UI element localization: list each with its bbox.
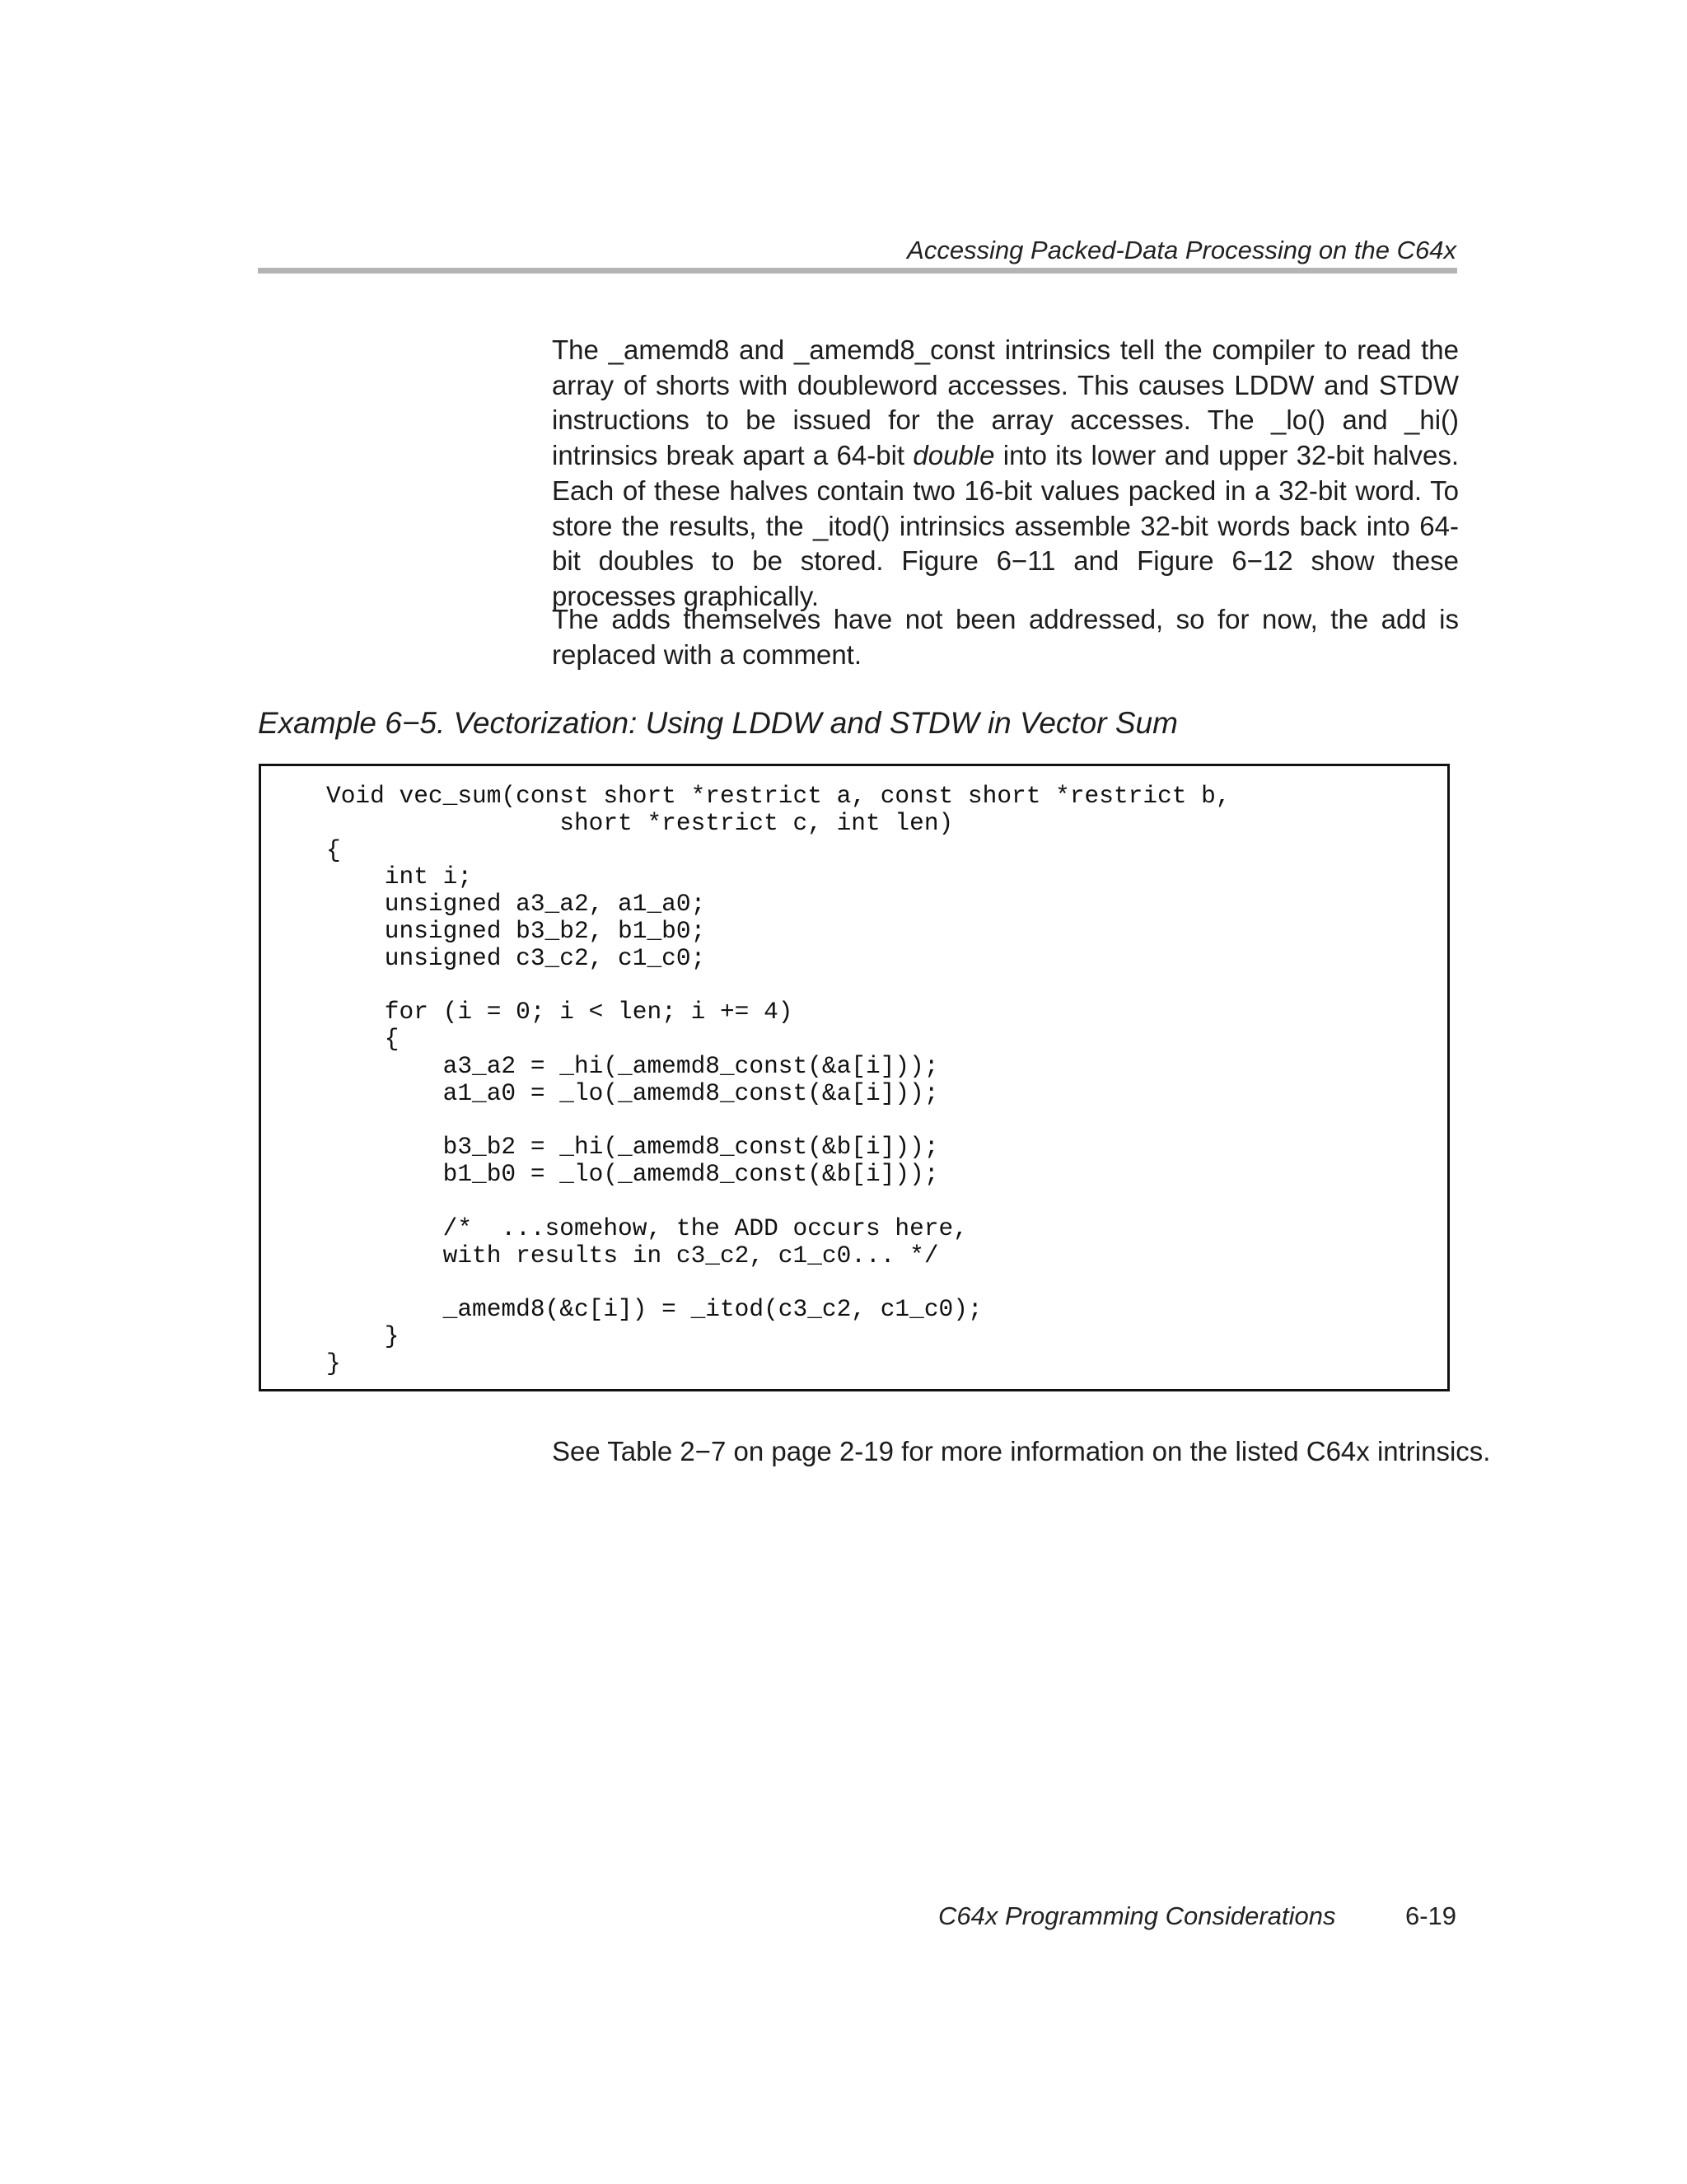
header-rule	[258, 268, 1457, 274]
intro-paragraph-text-1: The _amemd8 and _amemd8_const intrinsics tell the compiler to read the array of shorts with doubleword accesses. This causes LDDW and STDW instructions to be issued for the array accesses. The _lo() and _hi() intrinsics break apart a 64-bit	[552, 334, 1459, 471]
adds-paragraph: The adds themselves have not been addressed, so for now, the add is replaced with a comment.	[552, 604, 1459, 670]
footer-chapter-title: C64x Programming Considerations	[938, 1901, 1336, 1930]
intro-paragraph-emphasis: double	[913, 440, 995, 471]
see-also-paragraph: See Table 2−7 on page 2-19 for more information on the listed C64x intrinsics.	[552, 1436, 1491, 1466]
code-listing: Void vec_sum(const short *restrict a, const short *restrict b, short *restrict c, int len) { int i; unsigned a3_a2, a1_a0; unsigned b3_b2, b1_b0; unsigned c3_c2, c1_c0; for (i = 0; i < len; i += 4) { a3_a2 = _hi(_amemd8_const(&a[i])); a1_a0 = _lo(_amemd8_const(&a[i])); b3_b2 = _hi(_amemd8_const(&b[i])); b1_b0 = _lo(_amemd8_const(&b[i])); /* ...somehow, the ADD occurs here, with results in c3_c2, c1_c0... */ _amemd8(&c[i]) = _itod(c3_c2, c1_c0); } }	[326, 782, 1231, 1377]
page-number: 6-19	[1404, 1901, 1456, 1930]
code-example-box	[259, 764, 1450, 1391]
running-header: Accessing Packed-Data Processing on the C64x	[907, 236, 1456, 264]
example-caption: Example 6−5. Vectorization: Using LDDW and STDW in Vector Sum	[258, 706, 1178, 740]
intro-paragraph	[552, 333, 1459, 615]
intro-paragraph-text-2: into its lower and upper 32-bit halves. Each of these halves contain two 16-bit values packed in a 32-bit word. To store the results, the _itod() intrinsics assemble 32-bit words back into 64-bit doubles to be stored. Figure 6−11 and Figure 6−12 show these processes graphically.	[552, 440, 1459, 611]
